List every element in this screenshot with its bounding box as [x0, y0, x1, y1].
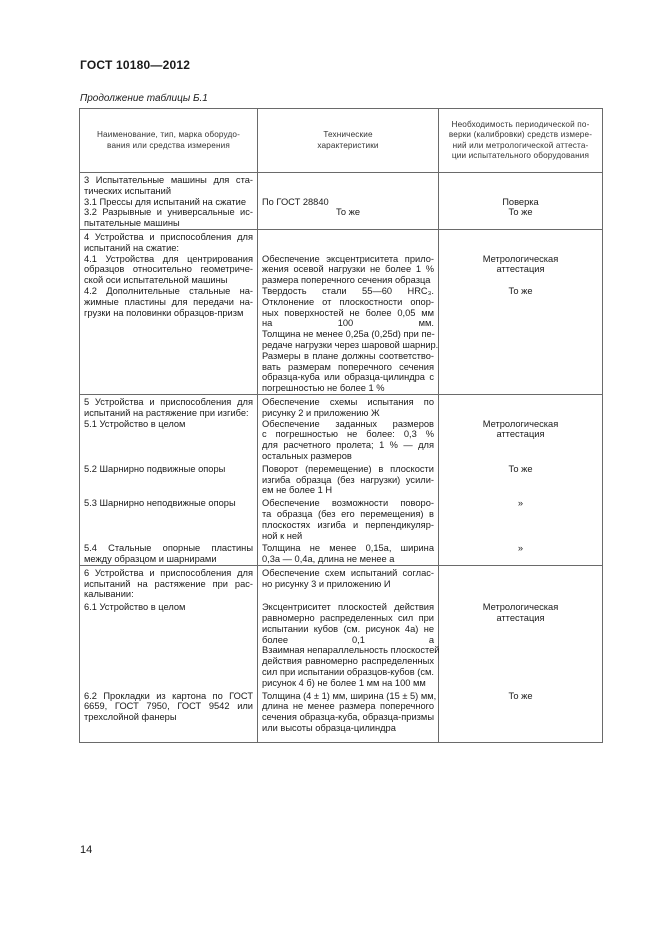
- cell-line: По ГОСТ 28840: [262, 196, 329, 207]
- cell-line: ных поверхностей не более 0,05 мм: [262, 307, 434, 318]
- table-row: [80, 394, 603, 418]
- table-row: [80, 419, 603, 462]
- cell-line: испытаний на сжатие:: [84, 242, 180, 253]
- cell-line: изгиба образца (без нагрузки) усили-: [262, 474, 434, 485]
- specification-cell: [258, 600, 439, 688]
- verification-cell: [439, 689, 603, 743]
- column-header-verification: [439, 109, 603, 173]
- equipment-cell: [80, 254, 258, 286]
- cell-line: 6 Устройства и приспособления для: [84, 567, 253, 578]
- cell-line: аттестация: [496, 264, 545, 275]
- specification-cell: [258, 565, 439, 600]
- header-lines: [263, 130, 433, 150]
- specification-cell: [258, 419, 439, 462]
- cell-line: действия равномерно распределенных: [262, 656, 434, 667]
- specification-cell: [258, 207, 439, 229]
- cell-line: или высоты образца-цилиндра: [262, 723, 396, 734]
- table-row: [80, 207, 603, 229]
- requirements-table: [79, 108, 603, 743]
- cell-line: 5.2 Шарнирно подвижные опоры: [84, 463, 226, 474]
- cell-line: более 0,1 a: [262, 634, 434, 645]
- cell-line: рисунок 4 б) не более 1 мм на 100 мм: [262, 677, 426, 688]
- document-code: ГОСТ 10180—2012: [80, 58, 191, 72]
- cell-line: То же: [508, 207, 533, 218]
- specification-cell: [258, 254, 439, 286]
- cell-line: грузки на половинки образцов-призм: [84, 307, 244, 318]
- equipment-cell: [80, 419, 258, 462]
- cell-line: Метрологическая: [482, 253, 559, 264]
- cell-line: »: [517, 498, 524, 509]
- verification-cell: [439, 197, 603, 208]
- cell-line: Обеспечение возможности поворо-: [262, 498, 434, 509]
- header-line: вания или средства измерения: [107, 140, 230, 150]
- cell-line: Толщина не менее 0,25a (0,25d) при пе-: [262, 329, 435, 340]
- cell-line: остальных размеров: [262, 450, 352, 461]
- cell-line: Метрологическая: [482, 602, 559, 613]
- table-row: [80, 565, 603, 600]
- cell-line: 3.1 Прессы для испытаний на сжатие: [84, 196, 246, 207]
- equipment-cell: [80, 207, 258, 229]
- table-row: [80, 600, 603, 688]
- table-header-row: [80, 109, 603, 173]
- cell-line: длина не менее размера поперечного: [262, 701, 434, 712]
- cell-line: 3.2 Разрывные и универсальные ис-: [84, 207, 253, 218]
- verification-cell: [439, 541, 603, 565]
- cell-line: размера поперечного сечения образца: [262, 275, 431, 286]
- specification-cell: [258, 462, 439, 496]
- table-row: [80, 286, 603, 394]
- cell-line: образца-куба или образца-цилиндра с: [262, 372, 434, 383]
- cell-line: То же: [335, 207, 361, 218]
- cell-line: та образца (без его перемещения) в: [262, 508, 434, 519]
- cell-line: 4.2 Дополнительные стальные на-: [84, 285, 253, 296]
- verification-cell: [439, 229, 603, 253]
- cell-line: 5.3 Шарнирно неподвижные опоры: [84, 498, 236, 509]
- header-line: Необходимость периодической по-: [451, 120, 590, 130]
- cell-line: 6.1 Устройство в целом: [84, 602, 186, 613]
- cell-line: погрешностью не более 1 %: [262, 383, 385, 394]
- cell-line: 5 Устройства и приспособления для: [84, 396, 253, 407]
- specification-cell: [258, 229, 439, 253]
- cell-line: образцов относительно геометриче-: [84, 264, 253, 275]
- column-header-equipment: [80, 109, 258, 173]
- cell-line: равномерно распределенных сил при: [262, 613, 434, 624]
- table-row: [80, 254, 603, 286]
- cell-line: аттестация: [496, 429, 545, 440]
- specification-cell: [258, 173, 439, 197]
- cell-line: тических испытаний: [84, 185, 172, 196]
- equipment-cell: [80, 286, 258, 394]
- cell-line: Обеспечение заданных размеров: [262, 418, 434, 429]
- cell-line: Толщина (4 ± 1) мм, ширина (15 ± 5) мм,: [262, 690, 437, 701]
- cell-line: Размеры в плане должны соответство-: [262, 350, 434, 361]
- cell-line: трехслойной фанеры: [84, 712, 177, 723]
- cell-line: Поворот (перемещение) в плоскости: [262, 463, 434, 474]
- equipment-cell: [80, 496, 258, 541]
- equipment-cell: [80, 565, 258, 600]
- verification-cell: [439, 419, 603, 462]
- cell-line: 6659, ГОСТ 7950, ГОСТ 9542 или: [84, 701, 253, 712]
- table-caption: Продолжение таблицы Б.1: [80, 93, 208, 104]
- cell-line: 5.4 Стальные опорные пластины: [84, 543, 253, 554]
- equipment-cell: [80, 462, 258, 496]
- verification-cell: [439, 286, 603, 394]
- cell-line: но рисунку 3 и приложению И: [262, 578, 391, 589]
- cell-line: жения осевой нагрузки не более 1 %: [262, 264, 434, 275]
- cell-line: ной к ней: [262, 530, 303, 541]
- cell-line: »: [517, 543, 524, 554]
- cell-line: 4.1 Устройства для центрирования: [84, 253, 253, 264]
- cell-line: Обеспечение схемы испытания по: [262, 396, 434, 407]
- header-line: Технические: [323, 130, 373, 140]
- cell-line: аттестация: [496, 613, 545, 624]
- verification-cell: [439, 394, 603, 418]
- equipment-cell: [80, 600, 258, 688]
- verification-cell: [439, 207, 603, 229]
- equipment-cell: [80, 229, 258, 253]
- specification-cell: [258, 197, 439, 208]
- cell-line: 4 Устройства и приспособления для: [84, 231, 253, 242]
- cell-line: сечения образца-куба, образца-призмы: [262, 712, 434, 723]
- header-lines: [85, 130, 252, 150]
- equipment-cell: [80, 689, 258, 743]
- cell-line: Метрологическая: [482, 418, 559, 429]
- table-row: [80, 197, 603, 208]
- cell-line: 0,3a — 0,4a, длина не менее a: [262, 554, 395, 565]
- cell-line: 3 Испытательные машины для ста-: [84, 175, 253, 185]
- specification-cell: [258, 689, 439, 743]
- cell-line: на 100 мм.: [262, 318, 434, 329]
- verification-cell: [439, 565, 603, 600]
- cell-line: То же: [508, 285, 533, 296]
- cell-line: ской оси испытательной машины: [84, 275, 228, 286]
- cell-line: ем не более 1 Н: [262, 485, 333, 496]
- cell-line: 5.1 Устройство в целом: [84, 418, 186, 429]
- verification-cell: [439, 600, 603, 688]
- cell-line: вать размерам поперечного сечения: [262, 361, 434, 372]
- header-line: ний или метрологической аттеста-: [452, 140, 589, 150]
- equipment-cell: [80, 197, 258, 208]
- cell-line: Эксцентриситет плоскостей действия: [262, 602, 434, 613]
- cell-line: с погрешностью не более: 0,3 %: [262, 429, 434, 440]
- header-line: верки (калибровки) средств измере-: [448, 130, 593, 140]
- header-line: ции испытательного оборудования: [451, 150, 590, 160]
- table-row: [80, 173, 603, 197]
- header-line: характеристики: [317, 140, 379, 150]
- header-lines: [444, 120, 597, 161]
- cell-line: плоскостях изгиба и перпендикуляр-: [262, 519, 434, 530]
- verification-cell: [439, 462, 603, 496]
- table-row: [80, 689, 603, 743]
- specification-cell: [258, 496, 439, 541]
- cell-line: испытаний на растяжение при изгибе:: [84, 407, 249, 418]
- cell-line: То же: [508, 690, 533, 701]
- specification-cell: [258, 286, 439, 394]
- cell-line: сил при испытании образцов-кубов (см.: [262, 667, 434, 678]
- cell-line: Взаимная непараллельность плоскостей: [262, 645, 440, 656]
- column-header-specifications: [258, 109, 439, 173]
- verification-cell: [439, 496, 603, 541]
- table-row: [80, 496, 603, 541]
- table-row: [80, 541, 603, 565]
- cell-line: То же: [508, 463, 533, 474]
- specification-cell: [258, 541, 439, 565]
- verification-cell: [439, 254, 603, 286]
- equipment-cell: [80, 173, 258, 197]
- equipment-cell: [80, 394, 258, 418]
- cell-line: рисунку 2 и приложению Ж: [262, 407, 380, 418]
- cell-line: Обеспечение эксцентриситета прило-: [262, 253, 434, 264]
- cell-line: жимные пластины для передачи на-: [84, 296, 253, 307]
- specification-cell: [258, 394, 439, 418]
- table-row: [80, 462, 603, 496]
- header-line: Наименование, тип, марка оборудо-: [96, 130, 241, 140]
- table-row: [80, 229, 603, 253]
- cell-line: Отклонение от плоскостности опор-: [262, 296, 434, 307]
- page-number: 14: [80, 844, 93, 856]
- equipment-cell: [80, 541, 258, 565]
- cell-line: пытательные машины: [84, 218, 180, 229]
- cell-line: Обеспечение схем испытаний соглас-: [262, 567, 434, 578]
- table-body: [80, 173, 603, 743]
- cell-line: испытании кубов (см. рисунок 4а) не: [262, 623, 434, 634]
- cell-line: испытаний на растяжение при рас-: [84, 578, 253, 589]
- verification-cell: [439, 173, 603, 197]
- cell-line: для расчетного пролета; 1 % — для: [262, 440, 434, 451]
- cell-line: 6.2 Прокладки из картона по ГОСТ: [84, 690, 253, 701]
- cell-line: редаче нагрузки через шаровой шарнир.: [262, 339, 439, 350]
- cell-line: Толщина не менее 0,15a, ширина: [262, 543, 434, 554]
- cell-line: Поверка: [502, 196, 539, 207]
- cell-line: Твердость стали 55—60 HRC₃.: [262, 285, 434, 296]
- cell-line: между образцом и шарнирами: [84, 554, 217, 565]
- cell-line: калывании:: [84, 589, 134, 600]
